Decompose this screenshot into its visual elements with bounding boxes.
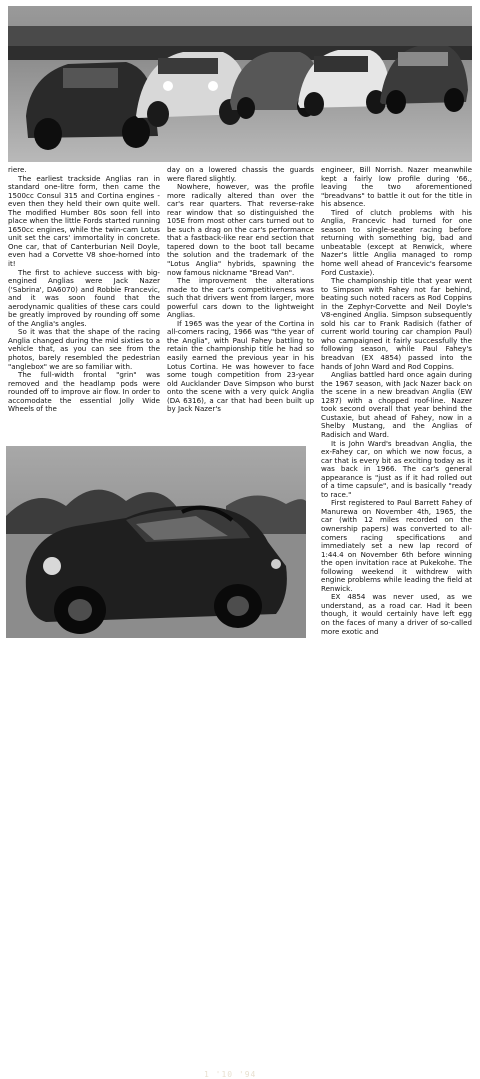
race-cars-illustration [8,6,472,162]
article-column-2 [167,166,314,414]
anglia-car-illustration [6,446,306,638]
article-column-3 [321,166,472,640]
paragraph: day on a lowered chassis the guards were flared slightly. [167,165,314,183]
anglia-car-photo [6,446,306,1079]
paragraph: The improvement the alterations made to the car's competitiveness was such that drivers went from larger, more powerful cars down to the lightweight Anglias. [167,276,314,320]
paragraph: The earliest trackside Anglias ran in standard one-litre form, then came the 1500cc Consul 315 and Cortina engines - even then they held their own quite well. The modified Humber 80s soon fell into place when the little Fords started running 1650cc engines, while the twin-cam Lotus unit set the cars' immortality in concrete. One car, that of Canterburian Neil Doyle, even had a Corvette V8 shoe-horned into it! [8,173,160,269]
paragraph: Nowhere, however, was the profile more radically altered than over the car's rear quarters. That reverse-rake rear window that so distinguished the 105E from most other cars turned out to be such a drag on the car's performance that a fastback-like rear end section that tapered down to the boot tall became the solution and the trademark of the "Lotus Anglia" hybrids, spawning the now famous nickname "Bread Van". [167,182,314,277]
paragraph: So it was that the shape of the racing Anglia changed during the mid sixties to a vehicle that, as you can see from the photos, barely resembled the pedestrian "anglebox" we are so familiar with. [8,327,160,371]
paragraph: The championship title that year went to Simpson with Fahey not far behind, beating such noted racers as Rod Coppins in the Zephyr-Corvette and Neil Doyle's V8-engined Anglia. Simpson subsequently sold his car to Frank Radisich (father of current world touring car champion Paul) who campaigned it fairly successfully the following season, while Paul Fahey's breadvan (EX 4854) passed into the hands of John Ward and Rod Coppins. [321,276,472,371]
paragraph: engineer, Bill Norrish. Nazer meanwhile kept a fairly low profile during '66., leaving the two aforementioned "breadvans" to battle it out for the title in his absence. [321,165,472,209]
paragraph: The first to achieve success with big-engined Anglias were Jack Nazer ('Sabrina', DA6070) and Robbie Francevic, and it was soon found that the aerodynamic qualities of these cars could be greatly improved by rounding off some of the Anglia's angles. [8,267,160,328]
paragraph: If 1965 was the year of the Cortina in all-comers racing, 1966 was "the year of the Anglia", with Paul Fahey battling to retain the championship title he had so easily earned the previous year in his Lotus Cortina. He was however to face some tough competition from 23-year old Aucklander Dave Simpson who burst onto the scene with a very quick Anglia (DA 6316), a car that had been built up by Jack Nazer's [167,318,314,414]
photo-date-stamp: 1 '10 '94 [204,1070,257,1079]
paragraph: First registered to Paul Barrett Fahey of Manurewa on November 4th, 1965, the car (with 12 miles recorded on the ownership papers) was converted to all-comers racing specifications and immediately set a new lap record of 1:44.4 on November 6th before winning the open invitation race at Pukekohe. The following weekend it withdrew with engine problems while leading the field at Renwick. [321,498,472,593]
paragraph: riere. [8,165,27,174]
article-column-1 [8,166,160,414]
paragraph: Anglias battled hard once again during the 1967 season, with Jack Nazer back on the scene in a new breadvan Anglia (EW 1287) with a chopped roof-line. Nazer took second overall that year behind the Custaxie, but ahead of Fahey, now in a Shelby Mustang, and the Anglias of Radisich and Ward. [321,370,472,439]
paragraph: It is John Ward's breadvan Anglia, the ex-Fahey car, on which we now focus, a car that is every bit as exciting today as it was back in 1966. The car's general appearance is "just as if it had rolled out of a time capsule", and is basically "ready to race." [321,438,472,499]
paragraph: Tired of clutch problems with his Anglia, Francevic had turned for one season to single-seater racing before returning with something big, bad and unbeatable (except at Renwick, where Nazer's little Anglia managed to romp home well ahead of Francevic's fearsome Ford Custaxie). [321,207,472,277]
paragraph: EX 4854 was never used, as we understand, as a road car. Had it been though, it would certainly have left egg on the faces of many a driver of so-called more exotic and [321,592,472,636]
race-cars-photo [8,6,472,162]
paragraph: The full-width frontal "grin" was removed and the headlamp pods were rounded off to improve air flow. In order to accomodate the essential Jolly Wide Wheels of the [8,370,160,414]
